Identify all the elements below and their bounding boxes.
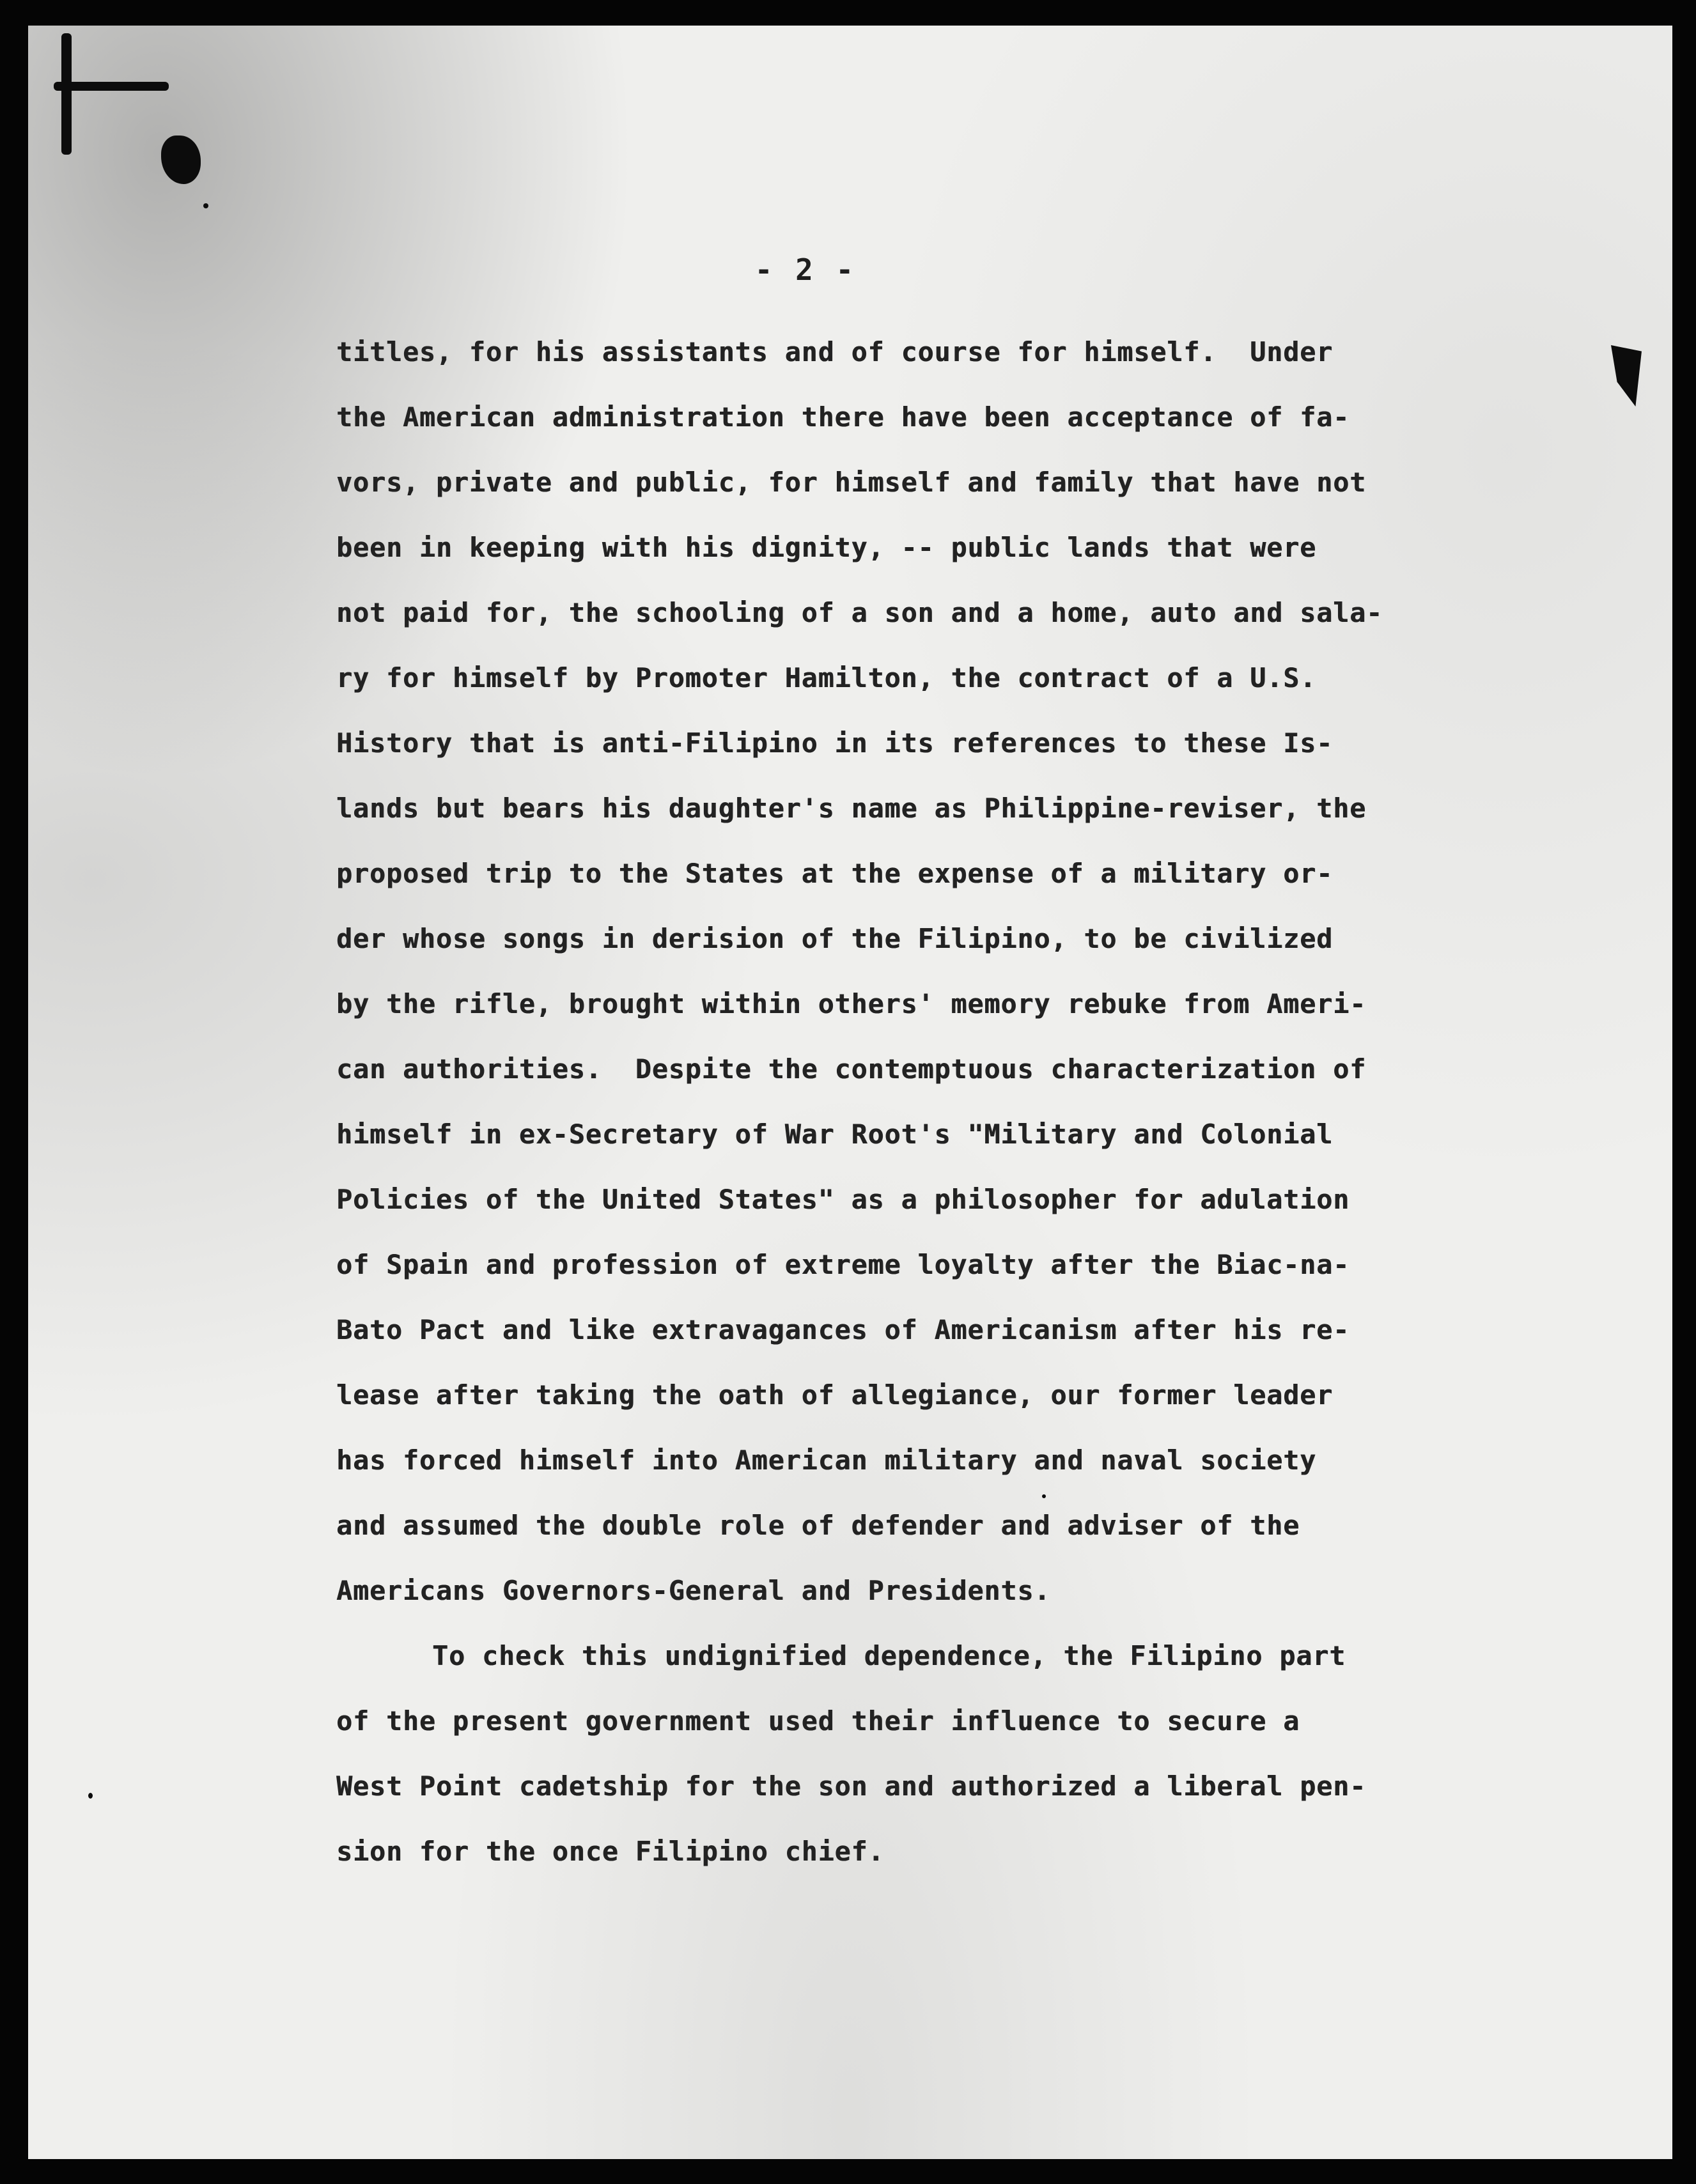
ink-mark-horizontal [54, 82, 169, 91]
text-line: and assumed the double role of defender and adviser of the [336, 1510, 1300, 1541]
text-line-paragraph-start: To check this undignified dependence, the Filipino part [432, 1640, 1346, 1671]
text-line: Policies of the United States" as a philosopher for adulation [336, 1184, 1350, 1215]
page-number: - 2 - [754, 252, 857, 287]
text-line: has forced himself into American military and naval society [336, 1444, 1317, 1476]
ink-speck [203, 203, 208, 208]
text-line: vors, private and public, for himself and family that have not [336, 467, 1367, 498]
text-line: the American administration there have been acceptance of fa- [336, 401, 1350, 433]
text-line: sion for the once Filipino chief. [336, 1836, 885, 1867]
text-line: der whose songs in derision of the Filipino, to be civilized [336, 923, 1334, 954]
ink-speck [88, 1793, 93, 1799]
text-line: lease after taking the oath of allegiance, our former leader [336, 1379, 1334, 1411]
text-line: by the rifle, brought within others' memory rebuke from Ameri- [336, 988, 1367, 1019]
text-line: West Point cadetship for the son and authorized a liberal pen- [336, 1770, 1367, 1802]
text-line: lands but bears his daughter's name as Philippine-reviser, the [336, 793, 1367, 824]
ink-mark-vertical [61, 33, 72, 155]
text-line: titles, for his assistants and of course for himself. Under [336, 336, 1334, 368]
text-line: ry for himself by Promoter Hamilton, the contract of a U.S. [336, 662, 1317, 693]
body-text [336, 320, 1551, 1884]
text-line: Bato Pact and like extravagances of Americanism after his re- [336, 1314, 1350, 1345]
text-line: himself in ex-Secretary of War Root's "Military and Colonial [336, 1119, 1334, 1150]
text-line: can authorities. Despite the contemptuous characterization of [336, 1053, 1367, 1085]
text-line: Americans Governors-General and Presidents. [336, 1575, 1051, 1606]
text-line: proposed trip to the States at the expense of a military or- [336, 858, 1334, 889]
text-line: History that is anti-Filipino in its references to these Is- [336, 727, 1334, 759]
text-line: not paid for, the schooling of a son and a home, auto and sala- [336, 597, 1383, 628]
text-line: of Spain and profession of extreme loyalty after the Biac-na- [336, 1249, 1350, 1280]
text-line: of the present government used their influence to secure a [336, 1705, 1300, 1737]
text-line: been in keeping with his dignity, -- public lands that were [336, 532, 1317, 563]
